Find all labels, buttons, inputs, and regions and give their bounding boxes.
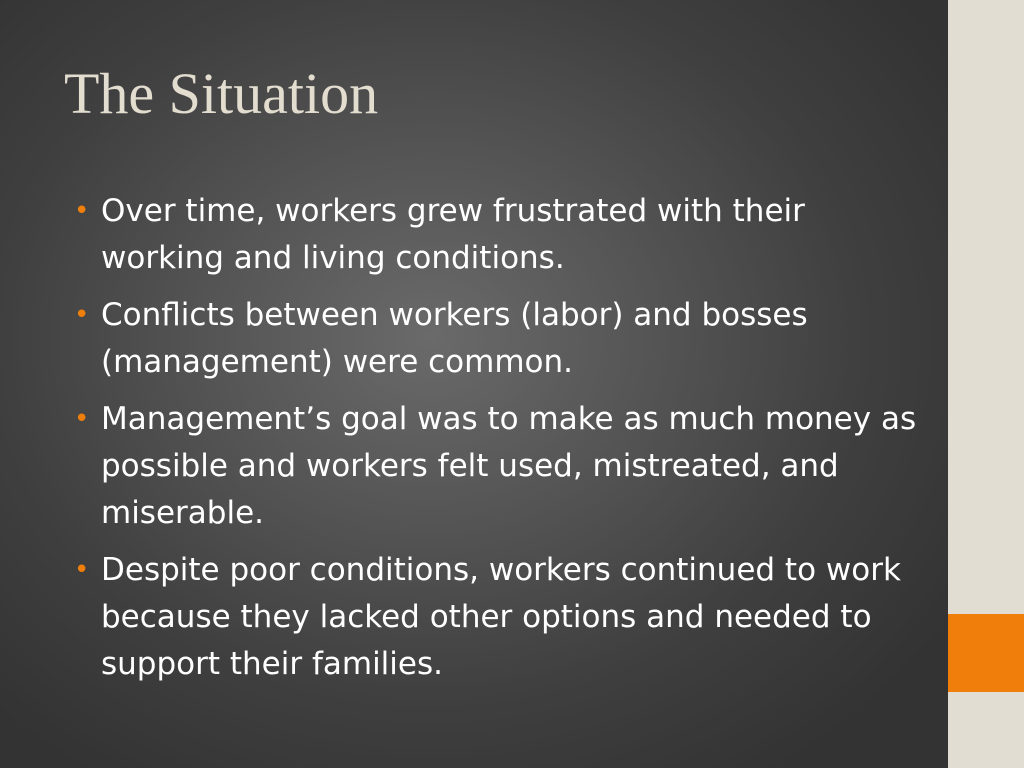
bullet-dot-icon: • [74,300,90,330]
bullet-text: Management’s goal was to make as much money as possible and workers felt used, mistreated, and miserable. [101,401,917,531]
bullet-dot-icon: • [74,404,90,434]
bullet-text: Conflicts between workers (labor) and bosses (management) were common. [101,297,808,380]
bullet-list [70,188,920,698]
bullet-item [70,396,920,537]
bullet-item [70,547,920,688]
bullet-text: Over time, workers grew frustrated with their working and living conditions. [101,193,805,276]
bullet-item [70,292,920,386]
bullet-dot-icon: • [74,555,90,585]
bullet-item [70,188,920,282]
bullet-dot-icon: • [74,196,90,226]
bullet-text: Despite poor conditions, workers continued to work because they lacked other options and needed to support their families. [101,552,901,682]
side-accent-block [948,614,1024,692]
slide-title: The Situation [64,61,379,126]
